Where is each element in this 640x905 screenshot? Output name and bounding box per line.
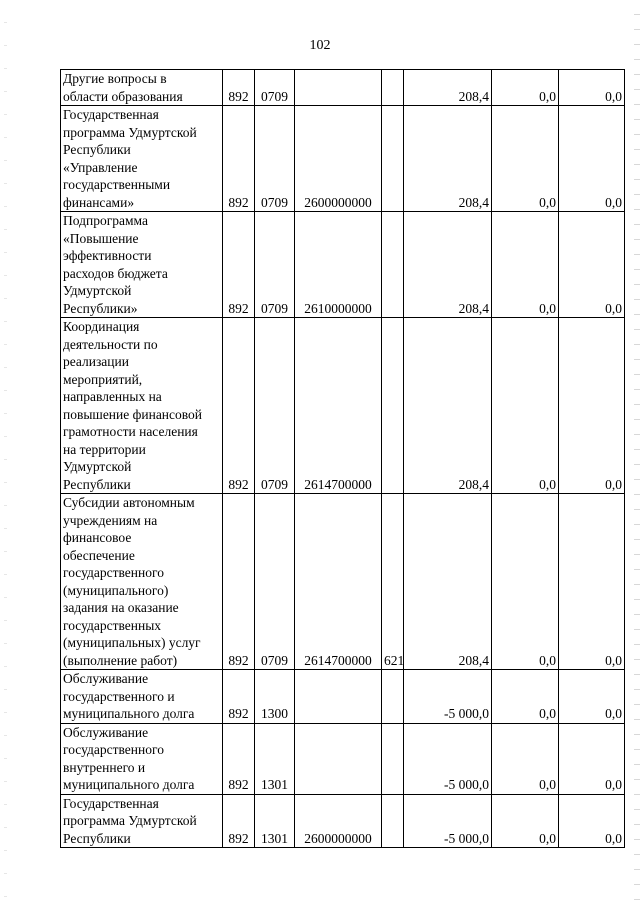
section-code-cell: 0709 — [255, 106, 295, 212]
table-row — [61, 70, 625, 106]
amount-cell-2: 0,0 — [492, 106, 559, 212]
section-code-cell: 0709 — [255, 318, 295, 494]
ministry-code-cell: 892 — [223, 670, 255, 724]
row-name-cell: Подпрограмма «Повышение эффективности расходов бюджета Удмуртской Республики» — [61, 212, 223, 318]
section-code-cell: 0709 — [255, 212, 295, 318]
amount-cell-1: 208,4 — [404, 106, 492, 212]
amount-cell-3: 0,0 — [559, 723, 625, 794]
amount-cell-1: -5 000,0 — [404, 670, 492, 724]
amount-cell-3: 0,0 — [559, 670, 625, 724]
section-code-cell: 1301 — [255, 794, 295, 848]
amount-cell-3: 0,0 — [559, 212, 625, 318]
row-name-cell: Другие вопросы в области образования — [61, 70, 223, 106]
amount-cell-3: 0,0 — [559, 106, 625, 212]
target-article-cell — [295, 723, 382, 794]
amount-cell-1: -5 000,0 — [404, 723, 492, 794]
target-article-cell: 2600000000 — [295, 106, 382, 212]
amount-cell-3: 0,0 — [559, 494, 625, 670]
expense-type-cell — [382, 723, 404, 794]
amount-cell-1: 208,4 — [404, 212, 492, 318]
target-article-cell: 2614700000 — [295, 318, 382, 494]
target-article-cell: 2610000000 — [295, 212, 382, 318]
ministry-code-cell: 892 — [223, 794, 255, 848]
amount-cell-2: 0,0 — [492, 212, 559, 318]
expense-type-cell — [382, 794, 404, 848]
scan-edge-marks-left — [4, 0, 7, 905]
target-article-cell: 2614700000 — [295, 494, 382, 670]
amount-cell-1: 208,4 — [404, 318, 492, 494]
amount-cell-3: 0,0 — [559, 70, 625, 106]
page-number: 102 — [309, 38, 331, 53]
ministry-code-cell: 892 — [223, 723, 255, 794]
table-row — [61, 794, 625, 848]
amount-cell-1: -5 000,0 — [404, 794, 492, 848]
expense-type-cell — [382, 212, 404, 318]
amount-cell-2: 0,0 — [492, 723, 559, 794]
amount-cell-1: 208,4 — [404, 70, 492, 106]
amount-cell-1: 208,4 — [404, 494, 492, 670]
ministry-code-cell: 892 — [223, 70, 255, 106]
table-row — [61, 212, 625, 318]
expense-type-cell — [382, 318, 404, 494]
section-code-cell: 0709 — [255, 70, 295, 106]
table-row — [61, 494, 625, 670]
ministry-code-cell: 892 — [223, 318, 255, 494]
section-code-cell: 1301 — [255, 723, 295, 794]
amount-cell-2: 0,0 — [492, 670, 559, 724]
budget-table — [60, 69, 625, 848]
expense-type-cell — [382, 670, 404, 724]
table-row — [61, 723, 625, 794]
ministry-code-cell: 892 — [223, 106, 255, 212]
row-name-cell: Координация деятельности по реализации мероприятий, направленных на повышение финансовой грамотности населения на территории Удмуртской Республики — [61, 318, 223, 494]
table-row — [61, 318, 625, 494]
ministry-code-cell: 892 — [223, 212, 255, 318]
target-article-cell — [295, 670, 382, 724]
amount-cell-2: 0,0 — [492, 494, 559, 670]
row-name-cell: Обслуживание государственного и муниципального долга — [61, 670, 223, 724]
amount-cell-2: 0,0 — [492, 318, 559, 494]
target-article-cell — [295, 70, 382, 106]
amount-cell-2: 0,0 — [492, 70, 559, 106]
budget-table-body — [61, 70, 625, 848]
expense-type-cell — [382, 70, 404, 106]
table-row — [61, 106, 625, 212]
section-code-cell: 1300 — [255, 670, 295, 724]
section-code-cell: 0709 — [255, 494, 295, 670]
expense-type-cell — [382, 106, 404, 212]
row-name-cell: Субсидии автономным учреждениям на финансовое обеспечение государственного (муниципального) задания на оказание государственных (муниципальных) услуг (выполнение работ) — [61, 494, 223, 670]
expense-type-cell: 621 — [382, 494, 404, 670]
row-name-cell: Государственная программа Удмуртской Республики «Управление государственными финансами» — [61, 106, 223, 212]
amount-cell-2: 0,0 — [492, 794, 559, 848]
table-row — [61, 670, 625, 724]
amount-cell-3: 0,0 — [559, 318, 625, 494]
row-name-cell: Государственная программа Удмуртской Республики — [61, 794, 223, 848]
amount-cell-3: 0,0 — [559, 794, 625, 848]
target-article-cell: 2600000000 — [295, 794, 382, 848]
scan-edge-marks-right — [634, 0, 640, 905]
row-name-cell: Обслуживание государственного внутреннего и муниципального долга — [61, 723, 223, 794]
ministry-code-cell: 892 — [223, 494, 255, 670]
